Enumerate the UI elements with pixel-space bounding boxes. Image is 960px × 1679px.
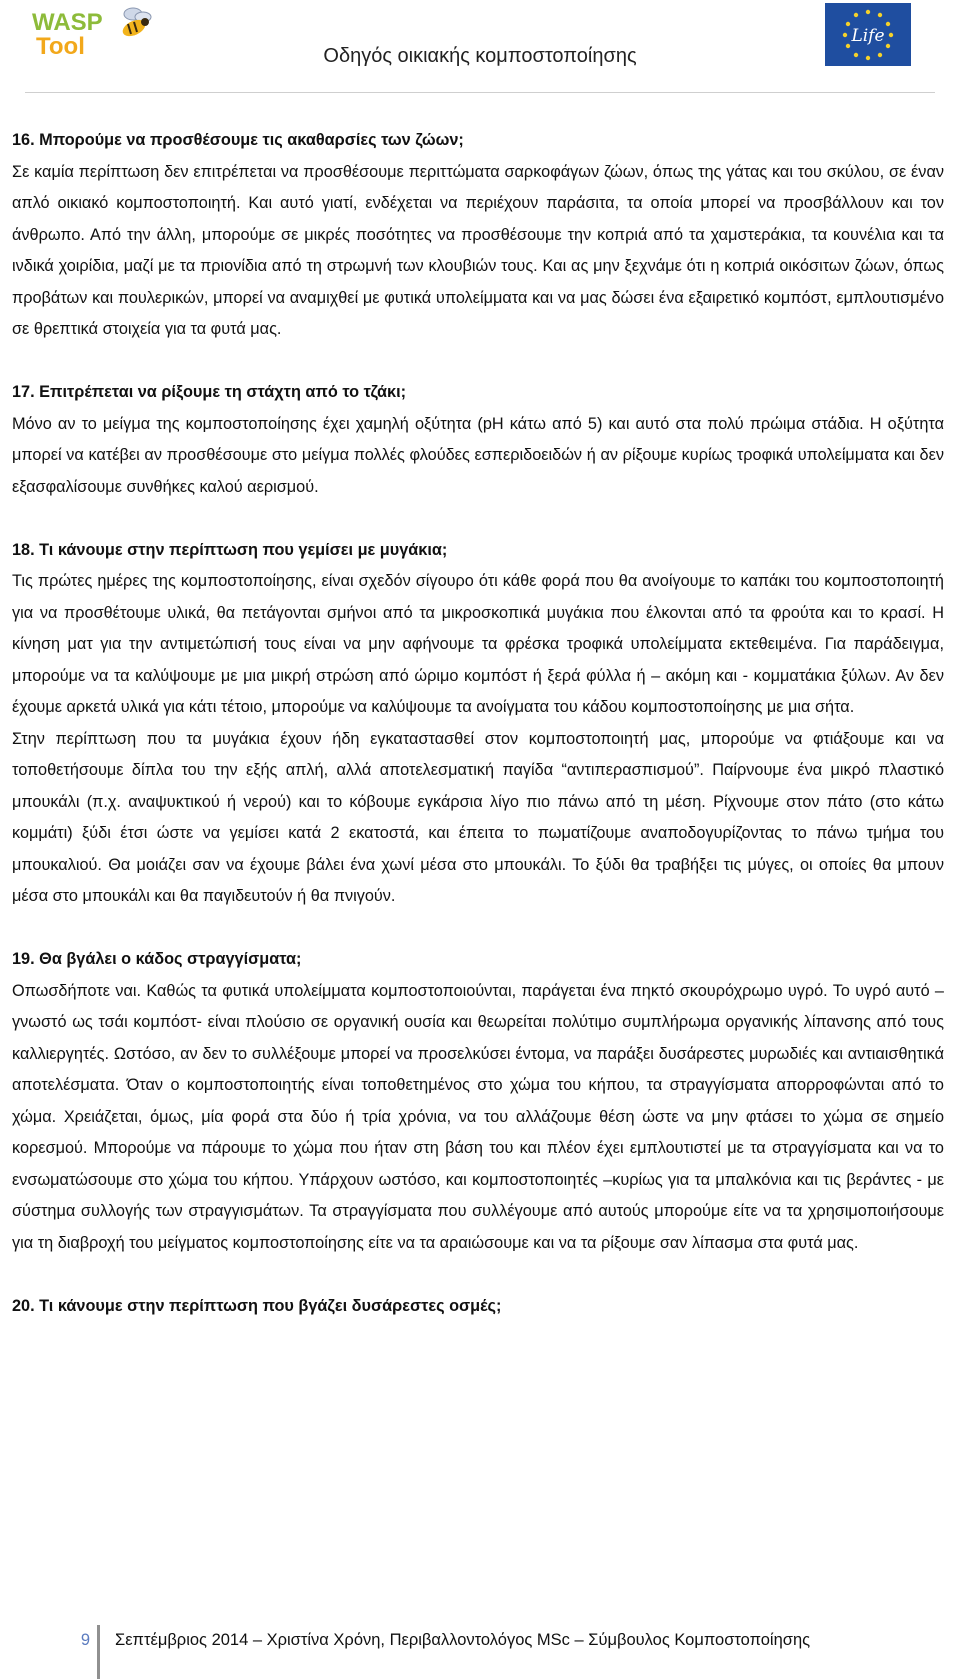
faq-section (12, 944, 944, 1259)
svg-text:Life: Life (851, 26, 885, 46)
document-body (12, 125, 944, 1354)
section-paragraph: Τις πρώτες ημέρες της κομποστοποίησης, είναι σχεδόν σίγουρο ότι κάθε φορά που θα ανοίγουμε το καπάκι του κομποστοποιητή για να προσθέτουμε υλικά, θα πετάγονται σμήνοι από τα μικροσκοπικά μυγάκια που έλκονται από τα φρούτα και το κρασί. Η κίνηση ματ για την αντιμετώπισή τους είναι να μην αφήνουμε τα φρέσκα τροφικά υπολείμματα εκτεθειμένα. Για παράδειγμα, μπορούμε να τα καλύψουμε με μια μικρή στρώση από ώριμο κομπόστ ή ξερά φύλλα ή – ακόμη και - κομματάκια ξύλων. Αν δεν έχουμε αρκετά υλικά για κάτι τέτοιο, μπορούμε να καλύψουμε τα ανοίγματα του κάδου κομποστοποίησης με μια σήτα. (12, 572, 944, 716)
faq-section (12, 377, 944, 503)
section-paragraph: Σε καμία περίπτωση δεν επιτρέπεται να προσθέσουμε περιττώματα σαρκοφάγων ζώων, όπως της γάτας και του σκύλου, σε έναν απλό οικιακό κομποστοποιητή. Και αυτό γιατί, ενδέχεται να περιέχουν παράσιτα, τα οποία μπορεί να προσβάλλουν και τον άνθρωπο. Από την άλλη, μπορούμε σε μικρές ποσότητες να προσθέσουμε την κοπριά από τα χαμστεράκια, τα κουνέλια και τα ινδικά χοιρίδια, μαζί με τα πριονίδια από τη στρωμνή των κλουβιών τους. Και ας μην ξεχνάμε ότι η κοπριά οικόσιτων ζώων, όπως προβάτων και πουλερικών, μπορεί να αναμιχθεί με φυτικά υπολείμματα και να μας δώσει ένα εξαιρετικό κομπόστ, εμπλουτισμένο σε θρεπτικά στοιχεία για τα φυτά μας. (12, 162, 944, 338)
faq-section (12, 125, 944, 346)
eu-life-logo-icon (825, 3, 911, 66)
faq-section (12, 1291, 944, 1323)
footer-text: Σεπτέμβριος 2014 – Χριστίνα Χρόνη, Περιβαλλοντολόγος MSc – Σύμβουλος Κομποστοποίησης (115, 1631, 811, 1649)
section-heading: 16. Μπορούμε να προσθέσουμε τις ακαθαρσίες των ζώων; (12, 131, 464, 149)
page-header (0, 0, 960, 100)
svg-text:Tool: Tool (36, 33, 85, 59)
footer-divider (97, 1625, 100, 1679)
section-heading: 17. Επιτρέπεται να ρίξουμε τη στάχτη από το τζάκι; (12, 383, 407, 401)
page-footer (0, 1625, 960, 1679)
page-header-title: Οδηγός οικιακής κομποστοποίησης (323, 45, 637, 67)
faq-section (12, 535, 944, 913)
svg-text:WASP: WASP (32, 9, 103, 36)
page-number: 9 (80, 1631, 90, 1649)
section-heading: 20. Τι κάνουμε στην περίπτωση που βγάζει δυσάρεστες οσμές; (12, 1296, 502, 1315)
header-divider (25, 92, 935, 93)
section-heading: 19. Θα βγάλει ο κάδος στραγγίσματα; (12, 950, 302, 968)
section-paragraph: Στην περίπτωση που τα μυγάκια έχουν ήδη εγκαταστασθεί στον κομποστοποιητή μας, μπορούμε να φτιάξουμε και να τοποθετήσουμε δίπλα του την εξής απλή, αλλά αποτελεσματική παγίδα “αντιπερασπισμού”. Παίρνουμε ένα μικρό πλαστικό μπουκάλι (π.χ. αναψυκτικού ή νερού) και το κόβουμε εγκάρσια λίγο πιο πάνω από τη μέση. Ρίχνουμε στον πάτο (στο κάτω κομμάτι) ξύδι έτσι ώστε να γεμίσει κατά 2 εκατοστά, και έπειτα το πωματίζουμε αναποδογυρίζοντας το πάνω τμήμα του μπουκαλιού. Θα μοιάζει σαν να έχουμε βάλει ένα χωνί μέσα στο μπουκάλι. Το ξύδι θα τραβήξει τις μύγες, οι οποίες θα μπουν μέσα στο μπουκάλι και θα παγιδευτούν ή θα πνιγούν. (12, 729, 944, 905)
section-heading: 18. Τι κάνουμε στην περίπτωση που γεμίσει με μυγάκια; (12, 540, 448, 559)
section-paragraph: Μόνο αν το μείγμα της κομποστοποίησης έχει χαμηλή οξύτητα (pH κάτω από 5) και αυτό στα πολύ πρώιμα στάδια. Η οξύτητα μπορεί να κατέβει αν προσθέσουμε στο μείγμα πολλές φλούδες εσπεριδοειδών ή αν ρίξουμε κυρίως τροφικά υπολείμματα και δεν εξασφαλίσουμε συνθήκες καλού αερισμού. (12, 414, 944, 496)
section-paragraph: Οπωσδήποτε ναι. Καθώς τα φυτικά υπολείμματα κομποστοποιούνται, παράγεται ένα πηκτό σκουρόχρωμο υγρό. Το υγρό αυτό – γνωστό ως τσάι κομπόστ- είναι πλούσιο σε οργανική ουσία και θεωρείται πολύτιμο συμπλήρωμα οργανικής λίπανσης από τους καλλιεργητές. Ωστόσο, αν δεν το συλλέξουμε μπορεί να προσελκύσει έντομα, να παράξει δυσάρεστες μυρωδιές και αντιαισθητικά αποτελέσματα. Όταν ο κομποστοποιητής είναι τοποθετημένος στο χώμα του κήπου, τα στραγγίσματα απορροφώνται από το χώμα. Χρειάζεται, όμως, μία φορά στα δύο ή τρία χρόνια, να του αλλάζουμε θέση ώστε να μην φτάσει το χώμα σε σημείο κορεσμού. Μπορούμε να πάρουμε το χώμα που ήταν στη βάση του και πλέον έχει εμπλουτιστεί με τα στραγγίσματα και να το ενσωματώσουμε στο χώμα του κήπου. Υπάρχουν ωστόσο, και κομποστοποιητές –κυρίως για τα μπαλκόνια και τις βεράντες - με σύστημα συλλογής των στραγγισμάτων. Τα στραγγίσματα που συλλέγουμε από αυτούς μπορούμε είτε να τα χρησιμοποιήσουμε για τη διαβροχή του μείγματος κομποστοποίησης είτε να τα αραιώσουμε και να τα ρίξουμε σαν λίπασμα στα φυτά μας. (12, 981, 944, 1252)
